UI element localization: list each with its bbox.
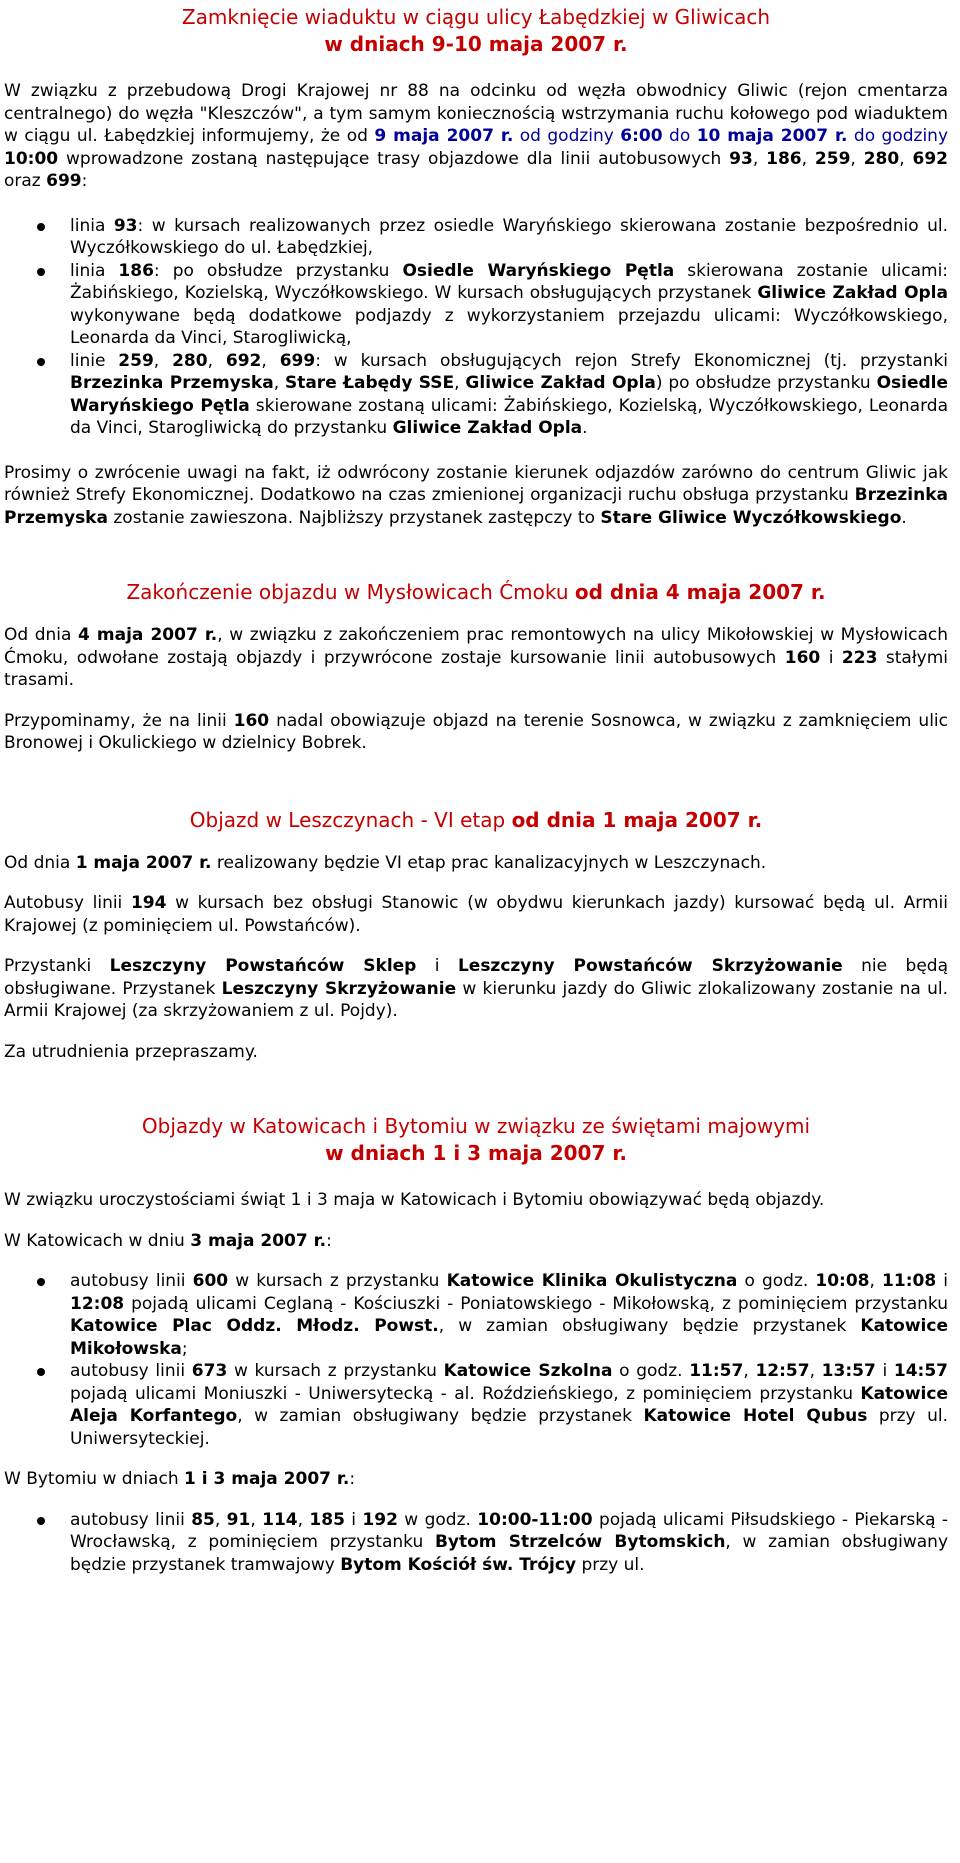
date-text: 3 maja 2007 r. [190, 1230, 327, 1251]
line-number: 280 [863, 148, 900, 169]
heading-line: Zamknięcie wiaduktu w ciągu ulicy Łabędzkiej w Gliwicach [181, 5, 771, 29]
bullet-icon [37, 1278, 45, 1286]
list-item [4, 215, 948, 260]
text: i [344, 1509, 363, 1530]
text: , [850, 148, 864, 169]
text: w kursach z przystanku [228, 1271, 447, 1291]
date-text: 4 maja 2007 r. [78, 625, 218, 645]
text: zostanie zawieszona. Najbliższy przystanek zastępczy to [107, 507, 601, 528]
bytom-intro [4, 1468, 948, 1491]
myslowice-paragraph-2 [4, 710, 948, 755]
text: ) po obsłudze przystanku [655, 373, 877, 393]
line-number: 699 [46, 171, 82, 191]
text: i [875, 1361, 894, 1381]
text: nadal obowiązuje objazd na terenie Sosnowca, w związku z zamknięciem ulic Bronowej i Okulickiego w dzielnicy Bobrek. [4, 710, 948, 753]
time-text: 12:57 [755, 1361, 810, 1381]
text: stałymi trasami. [4, 647, 949, 690]
text: W Katowicach w dniu [4, 1230, 191, 1251]
section-heading-myslowice [4, 579, 948, 606]
stop-name: Leszczyny Powstańców Skrzyżowanie [457, 956, 843, 976]
heading-date: od dnia 1 maja 2007 r. [511, 807, 763, 832]
list-item [4, 1360, 948, 1450]
katowice-detour-list [4, 1270, 948, 1450]
text: , [743, 1361, 756, 1381]
line-number: 93 [729, 148, 753, 169]
line-number: 673 [191, 1361, 228, 1381]
stop-name: Osiedle Waryńskiego Pętla [70, 373, 949, 416]
text: . [901, 507, 907, 528]
list-item [4, 1509, 948, 1577]
leszczyny-apology: Za utrudnienia przepraszamy. [4, 1041, 258, 1062]
line-number: 192 [362, 1509, 398, 1530]
stop-name: Katowice Aleja Korfantego [70, 1383, 948, 1426]
line-number: 223 [841, 647, 878, 668]
list-item [4, 260, 948, 350]
text: , [801, 148, 815, 169]
text: pojadą ulicami Moniuszki - Uniwersytecką - al. Roździeńskiego, z pominięciem przystanku [70, 1383, 861, 1404]
stop-name: Stare Łabędy SSE [284, 373, 455, 393]
line-number: 699 [279, 350, 316, 371]
text: , [752, 148, 767, 169]
stop-name: Katowice Hotel Qubus [643, 1406, 868, 1426]
text: : po obsłudze przystanku [153, 260, 403, 281]
stop-name: Leszczyny Skrzyżowanie [221, 978, 457, 999]
section-heading-gliwice [4, 4, 948, 58]
gliwice-detour-list [4, 215, 948, 440]
bullet-icon [37, 268, 45, 276]
text: , [207, 350, 226, 371]
text: linia [70, 215, 114, 236]
date-text: 1 i 3 maja 2007 r. [184, 1469, 350, 1489]
text: do [662, 126, 697, 146]
text: ; [181, 1338, 188, 1359]
section-heading-katowice-bytom [4, 1113, 948, 1167]
text: , [809, 1361, 822, 1381]
text: i [820, 647, 842, 668]
katowice-bytom-intro: W związku uroczystościami świąt 1 i 3 maja w Katowicach i Bytomiu obowiązywać będą objazdy. [4, 1190, 825, 1210]
text: linie [70, 350, 119, 371]
stop-name: Gliwice Zakład Opla [757, 283, 948, 303]
katowice-intro [4, 1230, 948, 1253]
text: pojadą ulicami Ceglaną - Kościuszki - Poniatowskiego - Mikołowską, z pominięciem przystanku [124, 1293, 948, 1314]
stop-name: Stare Gliwice Wyczółkowskiego [600, 507, 902, 528]
bullet-icon [37, 1517, 45, 1525]
text: , [261, 350, 280, 371]
text: skierowana zostanie ulicami: Żabińskiego, Kozielską, Wyczółkowskiego. W kursach obsługujących przystanek [70, 260, 949, 303]
text: Prosimy o zwrócenie uwagi na fakt, iż odwrócony zostanie kierunek odjazdów zarówno do centrum Gliwic jak również Strefy Ekonomicznej. Dodatkowo na czas zmienionej organizacji ruchu obsługa przystanku [4, 462, 948, 505]
heading-line: Objazdy w Katowicach i Bytomiu w związku ze świętami majowymi [141, 1114, 811, 1138]
line-number: 600 [192, 1271, 229, 1291]
text: Przystanki [4, 956, 110, 976]
stop-name: Brzezinka Przemyska [70, 373, 274, 393]
time-text: 14:57 [893, 1361, 948, 1381]
text: , w zamian obsługiwany będzie przystanek [237, 1406, 644, 1426]
stop-name: Katowice Mikołowska [70, 1316, 948, 1359]
date-text: 1 maja 2007 r. [75, 852, 212, 873]
stop-name: Gliwice Zakład Opla [392, 418, 583, 438]
line-number: 186 [118, 260, 154, 281]
text: w godz. [397, 1509, 478, 1530]
bullet-icon [37, 223, 45, 231]
stop-name: Katowice Klinika Okulistyczna [446, 1271, 738, 1291]
list-item [4, 350, 948, 440]
bullet-icon [37, 1368, 45, 1376]
stop-name: Gliwice Zakład Opla [465, 373, 656, 393]
text: o godz. [612, 1361, 690, 1381]
line-number: 194 [130, 893, 167, 913]
time-text: 11:57 [689, 1361, 744, 1381]
text: do godziny [847, 126, 949, 146]
text: Od dnia [4, 625, 78, 645]
text: autobusy linii [70, 1361, 192, 1381]
stop-name: Osiedle Waryńskiego Pętla [402, 260, 675, 281]
line-number: 160 [233, 710, 270, 731]
time-text: 6:00 [620, 126, 663, 146]
text: Przypominamy, że na linii [4, 710, 234, 731]
text: w kierunku jazdy do Gliwic zlokalizowany zostanie na ul. Armii Krajowej (za skrzyżowaniem z ul. Pojdy). [4, 978, 948, 1021]
text: : w kursach obsługujących rejon Strefy Ekonomicznej (tj. przystanki [315, 350, 949, 371]
text: Od dnia [4, 852, 76, 873]
text: o godz. [737, 1271, 816, 1291]
time-text: 13:57 [821, 1361, 876, 1381]
line-number: 85 [191, 1509, 215, 1530]
heading-line: Zakończenie objazdu w Mysłowicach Ćmoku [126, 580, 575, 604]
heading-date: w dniach 1 i 3 maja 2007 r. [325, 1141, 627, 1165]
gliwice-intro-paragraph [4, 80, 948, 193]
text: oraz [4, 171, 47, 191]
text: wprowadzone zostaną następujące trasy objazdowe dla linii autobusowych [58, 148, 730, 169]
text: Autobusy linii [4, 893, 131, 913]
line-number: 91 [226, 1509, 251, 1530]
line-number: 280 [172, 350, 208, 371]
line-number: 259 [814, 148, 851, 169]
text: , [250, 1509, 263, 1530]
line-number: 186 [766, 148, 802, 169]
stop-name: Brzezinka Przemyska [4, 485, 948, 528]
text: nie będą obsługiwane. Przystanek [4, 956, 948, 999]
heading-date: od dnia 4 maja 2007 r. [574, 580, 826, 604]
text: wykonywane będą dodatkowe podjazdy z wykorzystaniem przejazdu ulicami: Wyczółkowskiego, Leonarda da Vinci, Starogliwicką, [70, 305, 948, 348]
text: autobusy linii [70, 1271, 193, 1291]
text: i [416, 956, 458, 976]
line-number: 114 [262, 1509, 298, 1530]
text: : [81, 171, 88, 191]
stop-name: Katowice Plac Oddz. Młodz. Powst. [70, 1316, 439, 1336]
text: , [153, 350, 173, 371]
text: . [582, 418, 588, 438]
time-text: 10:08 [815, 1271, 870, 1291]
text: , w związku z zakończeniem prac remontowych na ulicy Mikołowskiej w Mysłowicach Ćmoku, odwołane zostają objazdy i przywrócone zostaje kursowanie linii autobusowych [4, 625, 948, 668]
text: , [454, 373, 466, 393]
bullet-icon [37, 358, 45, 366]
section-heading-leszczyny [4, 807, 948, 834]
stop-name: Leszczyny Powstańców Sklep [109, 956, 417, 976]
date-text: 9 maja 2007 r. [374, 126, 514, 146]
text: , [869, 1271, 883, 1291]
text: W Bytomiu w dniach [4, 1469, 185, 1489]
heading-line: Objazd w Leszczynach - VI etap [189, 807, 512, 832]
line-number: 160 [784, 647, 821, 668]
leszczyny-paragraph-3 [4, 955, 948, 1023]
text: : [326, 1230, 332, 1251]
text: , [214, 1509, 227, 1530]
time-text: 11:08 [882, 1271, 937, 1291]
text: , [273, 373, 285, 393]
date-text: 10 maja 2007 r. [696, 126, 848, 146]
text: i [936, 1271, 948, 1291]
text: , [899, 148, 913, 169]
text: , [297, 1509, 310, 1530]
leszczyny-paragraph-1 [4, 852, 948, 875]
text: przy ul. Uniwersyteckiej. [70, 1406, 948, 1449]
text: w kursach bez obsługi Stanowic (w obydwu kierunkach jazdy) kursować będą ul. Armii Krajowej (z pominięciem ul. Powstańców). [4, 893, 948, 936]
text: skierowane zostaną ulicami: Żabińskiego, Kozielską, Wyczółkowskiego, Leonarda da Vinci, Starogliwicką do przystanku [70, 395, 948, 438]
line-number: 692 [225, 350, 262, 371]
leszczyny-paragraph-2 [4, 892, 948, 937]
time-text: 12:08 [70, 1293, 125, 1314]
line-number: 259 [118, 350, 154, 371]
text: , w zamian obsługiwany będzie przystanek [438, 1316, 861, 1336]
stop-name: Bytom Strzelców Bytomskich [434, 1532, 726, 1552]
text: , w zamian obsługiwany będzie przystanek tramwajowy [70, 1532, 948, 1575]
text: linia [70, 260, 119, 281]
bytom-detour-list [4, 1509, 948, 1577]
text: w kursach z przystanku [227, 1361, 444, 1381]
text: od godziny [513, 126, 621, 146]
text: pojadą ulicami Piłsudskiego - Piekarską - Wrocławską, z pominięciem przystanku [70, 1509, 949, 1552]
stop-name: Katowice Szkolna [443, 1361, 613, 1381]
line-number: 93 [113, 215, 138, 236]
text: W związku z przebudową Drogi Krajowej nr 88 na odcinku od węzła obwodnicy Gliwic (rejon cmentarza centralnego) do węzła "Kleszczów", a tym samym koniecznością wstrzymania ruchu kołowego pod wiaduktem w ciągu ul. Łabędzkiej informujemy, że od [4, 81, 948, 146]
text: autobusy linii [70, 1509, 192, 1530]
stop-name: Bytom Kościół św. Trójcy [340, 1554, 577, 1575]
line-number: 185 [309, 1509, 345, 1530]
text: : w kursach realizowanych przez osiedle Waryńskiego skierowana zostanie bezpośrednio ul. Wyczółkowskiego do ul. Łabędzkiej, [70, 215, 948, 258]
time-text: 10:00 [4, 148, 59, 169]
text: przy ul. [576, 1554, 645, 1575]
line-number: 692 [912, 148, 949, 169]
text: : [349, 1469, 356, 1489]
list-item [4, 1270, 948, 1360]
time-text: 10:00-11:00 [477, 1509, 593, 1530]
gliwice-closing-paragraph [4, 462, 948, 530]
heading-date: w dniach 9-10 maja 2007 r. [324, 32, 628, 56]
text: realizowany będzie VI etap prac kanalizacyjnych w Leszczynach. [211, 852, 767, 873]
myslowice-paragraph-1 [4, 624, 948, 692]
